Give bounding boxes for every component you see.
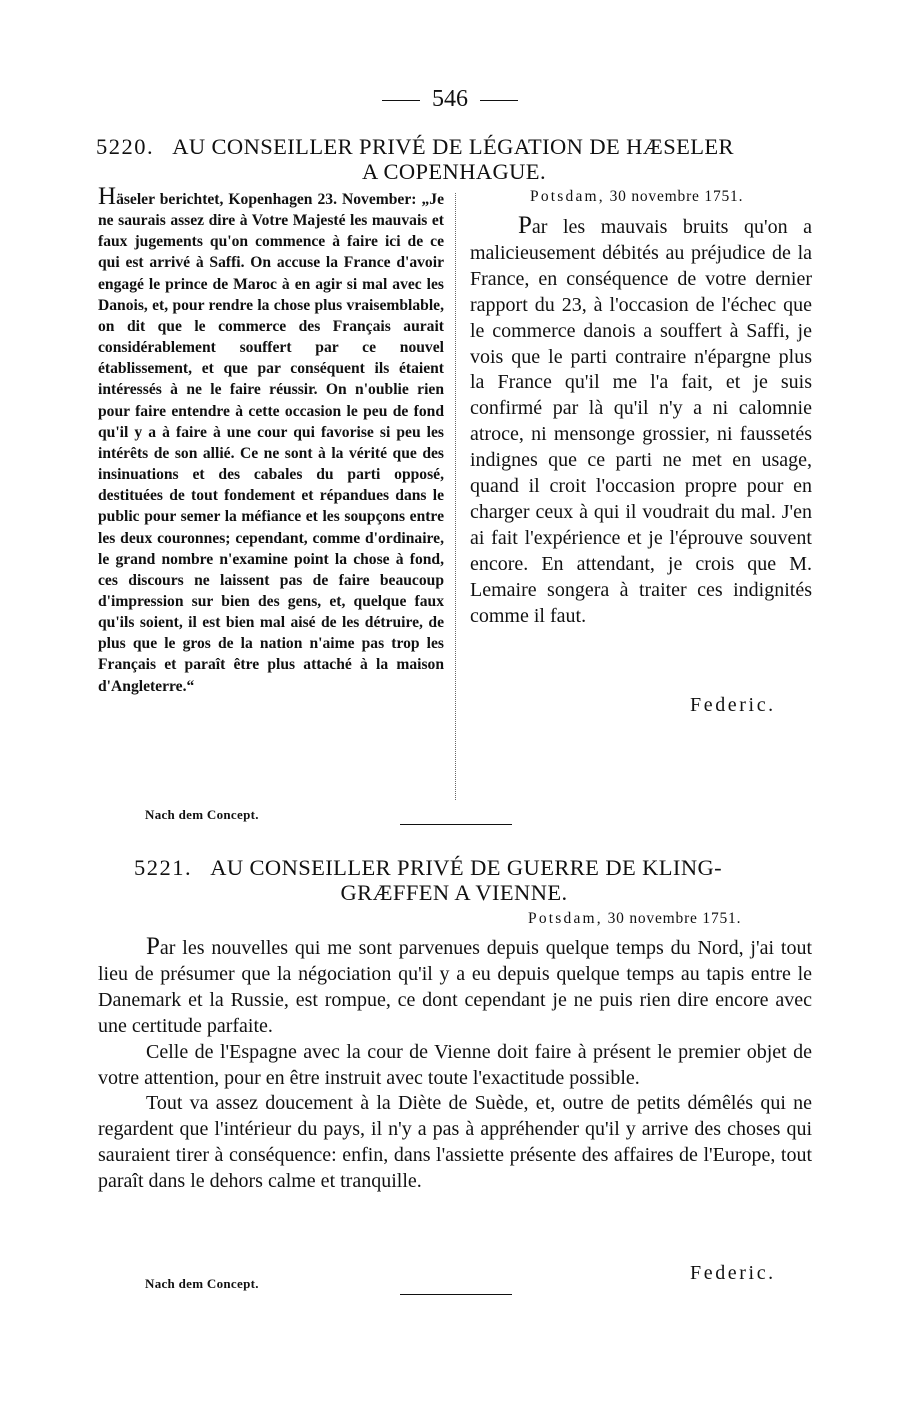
letter-5221-heading-line1 — [96, 855, 812, 880]
letter-5220-date: 30 novembre 1751. — [609, 188, 744, 205]
letter-5220-end-rule — [400, 824, 512, 825]
letter-5220-report-text: äseler berichtet, Kopenhagen 23. November: „Je ne saurais assez dire à Votre Majesté les mauvais et faux jugements qu'on commence à faire ici de ce qui est arrivé à Saffi. On accuse la France d'avoir engagé le prince de Maroc à en agir si mal avec les Danois, et, pour rendre la chose plus vraisemblable, on dit que le commerce des Français aurait considérablement souffert par ce nouvel établissement, et que par conséquent ils étaient intéressés à ne le faire réussir. On n'oublie rien pour faire entendre à cette occasion le peu de fond qu'il y a à faire à une cour qui favorise si peu les intérêts de son allié. Ce ne sont à la vérité que des insinuations et des cabales du parti opposé, destituées de tout fondement et répandues dans le public pour semer la méfiance et les soupçons entre les deux couronnes; cependant, comme d'ordinaire, le grand nombre n'examine point la chose à fond, ces discours ne laissent pas de faire beaucoup d'impression sur bien des gens, et, quelque faux qu'ils soient, il est bien mal aisé de les détruire, de plus que le gros de la nation n'aime pas trop les Français et paraît être plus attaché à la maison d'Angleterre.“ — [98, 191, 444, 695]
letter-5220-number: 5220. — [96, 134, 155, 159]
letter-5220-date-place: Potsdam, — [530, 188, 605, 205]
letter-5221-date: 30 novembre 1751. — [607, 910, 742, 927]
letter-5220-heading-line1 — [96, 134, 812, 159]
letter-5221-heading — [96, 855, 812, 905]
page-number-dash-left — [382, 100, 420, 101]
letter-5221-number: 5221. — [134, 855, 193, 880]
letter-5221-end-rule — [400, 1294, 512, 1295]
letter-5221-paragraph-2: Celle de l'Espagne avec la cour de Vienne doit faire à présent le premier objet de votre attention, pour en être instruit avec toute l'exactitude possible. — [98, 1040, 812, 1089]
letter-5220-source-note: Nach dem Concept. — [145, 807, 259, 822]
letter-5221-date-place: Potsdam, — [528, 910, 603, 927]
page-number-text: 546 — [432, 86, 468, 112]
letter-5220-signature: Federic. — [690, 694, 776, 716]
letter-5220-reply-paragraph — [470, 213, 812, 630]
page-number-dash-right — [480, 100, 518, 101]
letter-5220-reply — [470, 213, 812, 630]
letter-5220-title-line1: AU CONSEILLER PRIVÉ DE LÉGATION DE HÆSELER — [172, 134, 734, 159]
letter-5220-reply-text: ar les mauvais bruits qu'on a malicieusement débités au préjudice de la France, en conséquence de votre dernier rapport du 23, à l'occasion de l'échec que le commerce danois a souffert à Saffi, je vois que le parti contraire n'épargne plus la France qu'il me l'a fait, et je suis confirmé par là qu'il n'y a ni calomnie atroce, ni mensonge grossier, ni faussetés indignes que ce parti ne met en usage, quand il croit l'occasion propre pour en charger ceux à qui il voudrait du mal. J'en ai fait l'expérience et je l'éprouve souvent encore. En attendant, je crois que M. Lemaire songera à traiter ces indignités comme il faut. — [470, 216, 812, 627]
letter-5221-dateline — [528, 910, 741, 928]
letter-5221-title-line1: AU CONSEILLER PRIVÉ DE GUERRE DE KLING- — [210, 855, 723, 880]
letter-5221-para1-text: ar les nouvelles qui me sont parvenues depuis quelque temps du Nord, j'ai tout lieu de présumer que la négociation qu'il y a eu depuis quelque temps au tapis entre le Danemark et la Russie, est rompue, ce dont cependant je ne puis rien dire encore avec une certitude parfaite. — [98, 937, 812, 1037]
letter-5221-paragraph-1 — [98, 934, 812, 1040]
letter-5220-report — [98, 183, 444, 697]
letter-5220-heading — [96, 134, 812, 184]
letter-5220-dateline — [530, 188, 743, 206]
page-number — [0, 86, 900, 113]
letter-5220-reply-initial: P — [518, 212, 532, 239]
letter-5220-report-paragraph — [98, 183, 444, 697]
letter-5221-signature: Federic. — [690, 1262, 776, 1284]
column-divider — [455, 193, 456, 800]
letter-5221-body — [98, 934, 812, 1195]
letter-5221-paragraph-3: Tout va assez doucement à la Diète de Suède, et, outre de petits démêlés qui ne regardent que l'intérieur du pays, il n'y a pas à appréhender qu'il y arrive des choses qui sauraient tirer à conséquence: enfin, dans l'assiette présente des affaires de l'Europe, tout paraît dans le dehors calme et tranquille. — [98, 1092, 812, 1193]
letter-5220-report-initial: H — [98, 183, 117, 210]
letter-5221-title-line2: GRÆFFEN A VIENNE. — [340, 880, 568, 905]
letter-5221-source-note: Nach dem Concept. — [145, 1276, 259, 1291]
letter-5221-para1-initial: P — [146, 933, 160, 960]
letter-5220-title-line2: A COPENHAGUE. — [362, 159, 546, 184]
